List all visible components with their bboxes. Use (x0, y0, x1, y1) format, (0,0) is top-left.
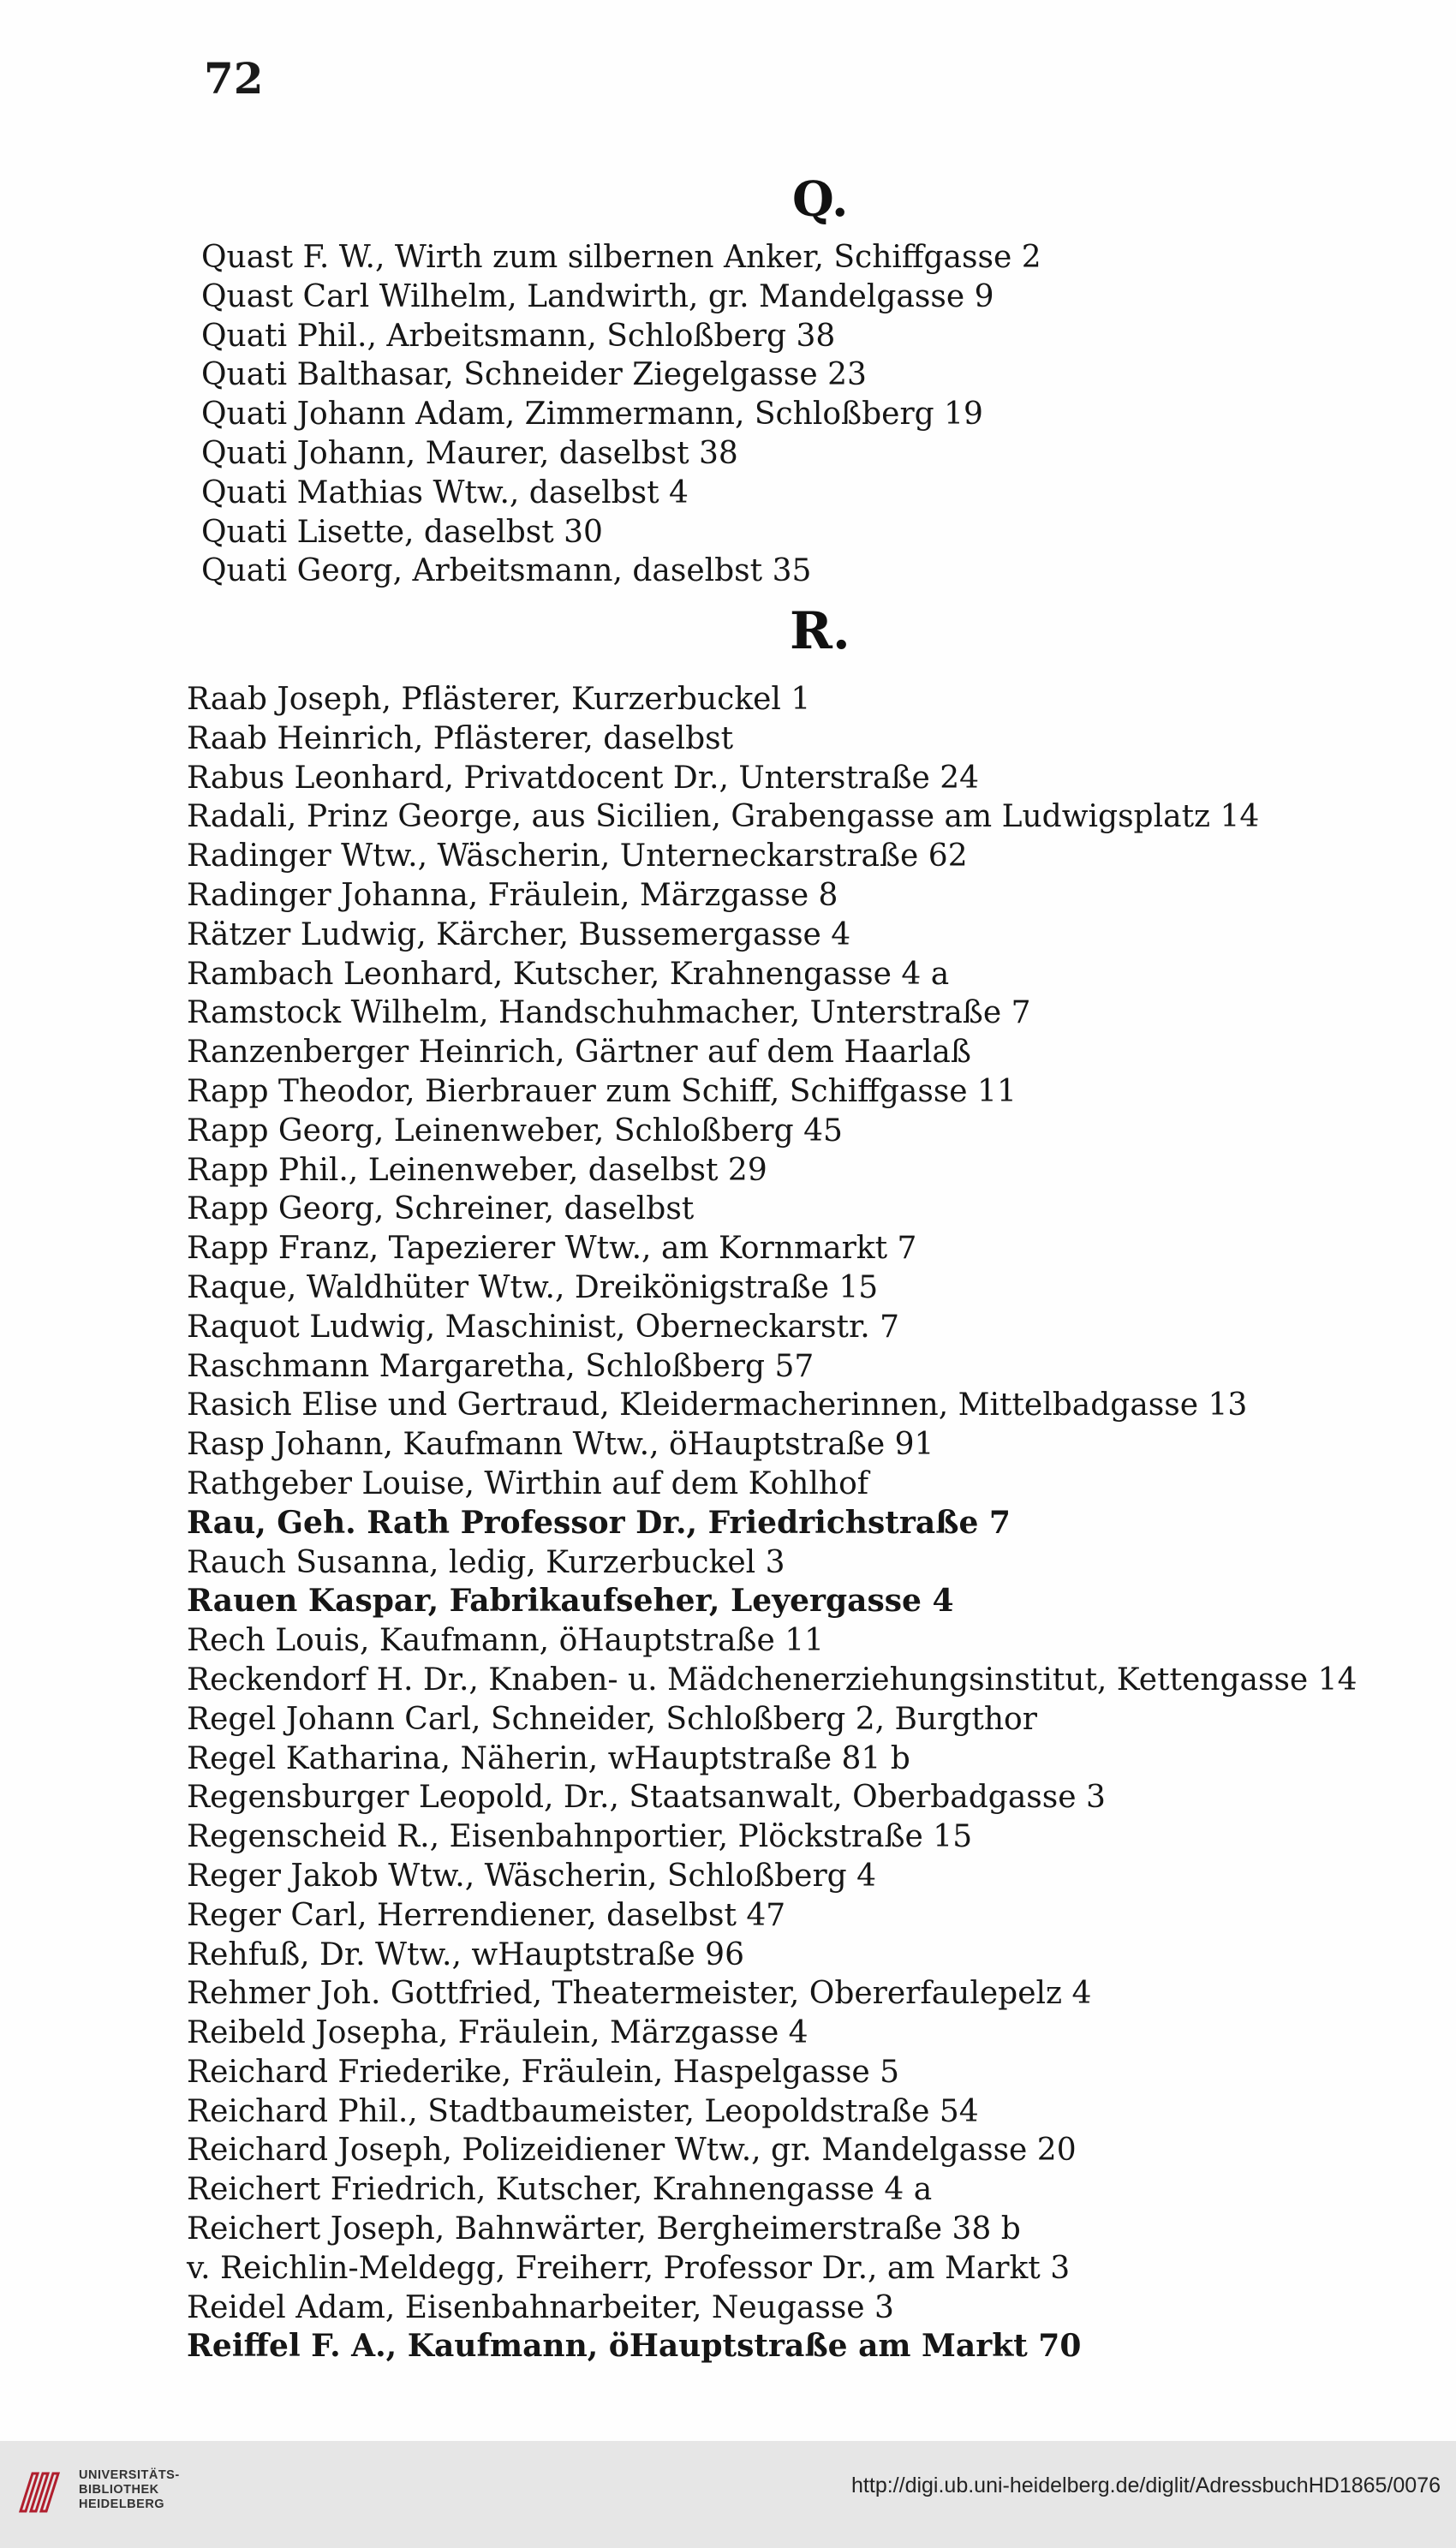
directory-entry: Raab Joseph, Pflästerer, Kurzerbuckel 1 (187, 682, 811, 717)
directory-entry: Rech Louis, Kaufmann, öHauptstraße 11 (187, 1623, 825, 1659)
directory-entry: Quati Mathias Wtw., daselbst 4 (201, 474, 689, 510)
directory-entry: Rasp Johann, Kaufmann Wtw., öHauptstraße 91 (187, 1427, 934, 1463)
directory-entry: Quati Johann, Maurer, daselbst 38 (201, 435, 738, 471)
directory-entry: Raab Heinrich, Pflästerer, daselbst (187, 720, 734, 756)
directory-entry: Quast Carl Wilhelm, Landwirth, gr. Mandelgasse 9 (201, 278, 994, 314)
directory-entry: Quati Balthasar, Schneider Ziegelgasse 23 (201, 357, 867, 393)
directory-entry: Radinger Wtw., Wäscherin, Unterneckarstraße 62 (187, 838, 968, 874)
directory-entry: Reckendorf H. Dr., Knaben- u. Mädchenerziehungsinstitut, Kettengasse 14 (187, 1662, 1358, 1698)
entry-list-r (187, 680, 1430, 2366)
directory-entry: Rapp Georg, Leinenweber, Schloßberg 45 (187, 1113, 843, 1149)
directory-entry: Reichert Friedrich, Kutscher, Krahnengasse 4 a (187, 2172, 933, 2208)
directory-entry: Reichert Joseph, Bahnwärter, Bergheimerstraße 38 b (187, 2211, 1021, 2247)
directory-entry: Reiffel F. A., Kaufmann, öHauptstraße am Markt 70 (187, 2328, 1082, 2365)
directory-entry: Quast F. W., Wirth zum silbernen Anker, Schiffgasse 2 (201, 240, 1041, 275)
directory-entry: v. Reichlin-Meldegg, Freiherr, Professor Dr., am Markt 3 (187, 2250, 1071, 2286)
directory-entry: Regel Katharina, Näherin, wHauptstraße 81 b (187, 1740, 910, 1776)
directory-entry: Radali, Prinz George, aus Sicilien, Grabengasse am Ludwigsplatz 14 (187, 799, 1260, 835)
library-name-line1: UNIVERSITÄTS- (79, 2468, 180, 2482)
directory-entry: Raquot Ludwig, Maschinist, Oberneckarstr. 7 (187, 1309, 899, 1345)
directory-entry: Rabus Leonhard, Privatdocent Dr., Unterstraße 24 (187, 760, 980, 796)
directory-entry: Rapp Phil., Leinenweber, daselbst 29 (187, 1152, 767, 1188)
directory-entry: Reichard Joseph, Polizeidiener Wtw., gr. Mandelgasse 20 (187, 2133, 1077, 2169)
directory-entry: Rapp Franz, Tapezierer Wtw., am Kornmarkt 7 (187, 1231, 917, 1267)
directory-entry: Radinger Johanna, Fräulein, Märzgasse 8 (187, 877, 838, 913)
section-heading-q: Q. (792, 171, 849, 228)
directory-entry: Rehfuß, Dr. Wtw., wHauptstraße 96 (187, 1936, 744, 1972)
source-url[interactable]: http://digi.ub.uni-heidelberg.de/diglit/AdressbuchHD1865/0076 (851, 2473, 1441, 2497)
viewer-footer (0, 2441, 1456, 2548)
library-name-line3: HEIDELBERG (79, 2497, 165, 2511)
directory-entry: Regel Johann Carl, Schneider, Schloßberg 2, Burgthor (187, 1701, 1037, 1737)
directory-entry: Quati Phil., Arbeitsmann, Schloßberg 38 (201, 318, 836, 354)
directory-entry: Quati Lisette, daselbst 30 (201, 514, 603, 550)
page-number: 72 (204, 53, 264, 104)
directory-entry: Rapp Theodor, Bierbrauer zum Schiff, Schiffgasse 11 (187, 1073, 1017, 1109)
directory-entry: Rau, Geh. Rath Professor Dr., Friedrichstraße 7 (187, 1504, 1011, 1541)
directory-entry: Ranzenberger Heinrich, Gärtner auf dem Haarlaß (187, 1035, 971, 1071)
directory-entry: Regenscheid R., Eisenbahnportier, Plöckstraße 15 (187, 1819, 973, 1855)
directory-entry: Ramstock Wilhelm, Handschuhmacher, Unterstraße 7 (187, 995, 1031, 1031)
directory-entry: Rasich Elise und Gertraud, Kleidermacherinnen, Mittelbadgasse 13 (187, 1387, 1248, 1423)
directory-entry: Reidel Adam, Eisenbahnarbeiter, Neugasse 3 (187, 2289, 894, 2325)
directory-entry: Raschmann Margaretha, Schloßberg 57 (187, 1348, 815, 1384)
directory-entry: Rehmer Joh. Gottfried, Theatermeister, Obererfaulepelz 4 (187, 1976, 1092, 2012)
directory-entry: Reibeld Josepha, Fräulein, Märzgasse 4 (187, 2015, 809, 2051)
directory-entry: Raque, Waldhüter Wtw., Dreikönigstraße 15 (187, 1269, 879, 1305)
university-library-logo-icon (15, 2467, 69, 2520)
directory-entry: Quati Georg, Arbeitsmann, daselbst 35 (201, 553, 812, 589)
directory-entry: Rapp Georg, Schreiner, daselbst (187, 1191, 695, 1227)
directory-entry: Quati Johann Adam, Zimmermann, Schloßberg 19 (201, 397, 983, 433)
directory-entry: Regensburger Leopold, Dr., Staatsanwalt, Oberbadgasse 3 (187, 1780, 1106, 1816)
directory-entry: Reichard Friederike, Fräulein, Haspelgasse 5 (187, 2054, 900, 2090)
directory-entry: Rathgeber Louise, Wirthin auf dem Kohlhof (187, 1465, 869, 1501)
directory-entry: Reger Carl, Herrendiener, daselbst 47 (187, 1897, 786, 1933)
directory-entry: Rätzer Ludwig, Kärcher, Bussemergasse 4 (187, 916, 851, 952)
library-name-line2: BIBLIOTHEK (79, 2483, 159, 2497)
directory-entry: Rauch Susanna, ledig, Kurzerbuckel 3 (187, 1544, 785, 1580)
directory-entry: Rambach Leonhard, Kutscher, Krahnengasse 4 a (187, 956, 950, 992)
entry-list-q (201, 238, 1430, 591)
directory-entry: Reichard Phil., Stadtbaumeister, Leopoldstraße 54 (187, 2093, 979, 2129)
section-heading-r: R. (790, 601, 850, 661)
library-name (79, 2468, 180, 2512)
directory-entry: Reger Jakob Wtw., Wäscherin, Schloßberg 4 (187, 1858, 877, 1894)
directory-entry: Rauen Kaspar, Fabrikaufseher, Leyergasse 4 (187, 1583, 954, 1620)
